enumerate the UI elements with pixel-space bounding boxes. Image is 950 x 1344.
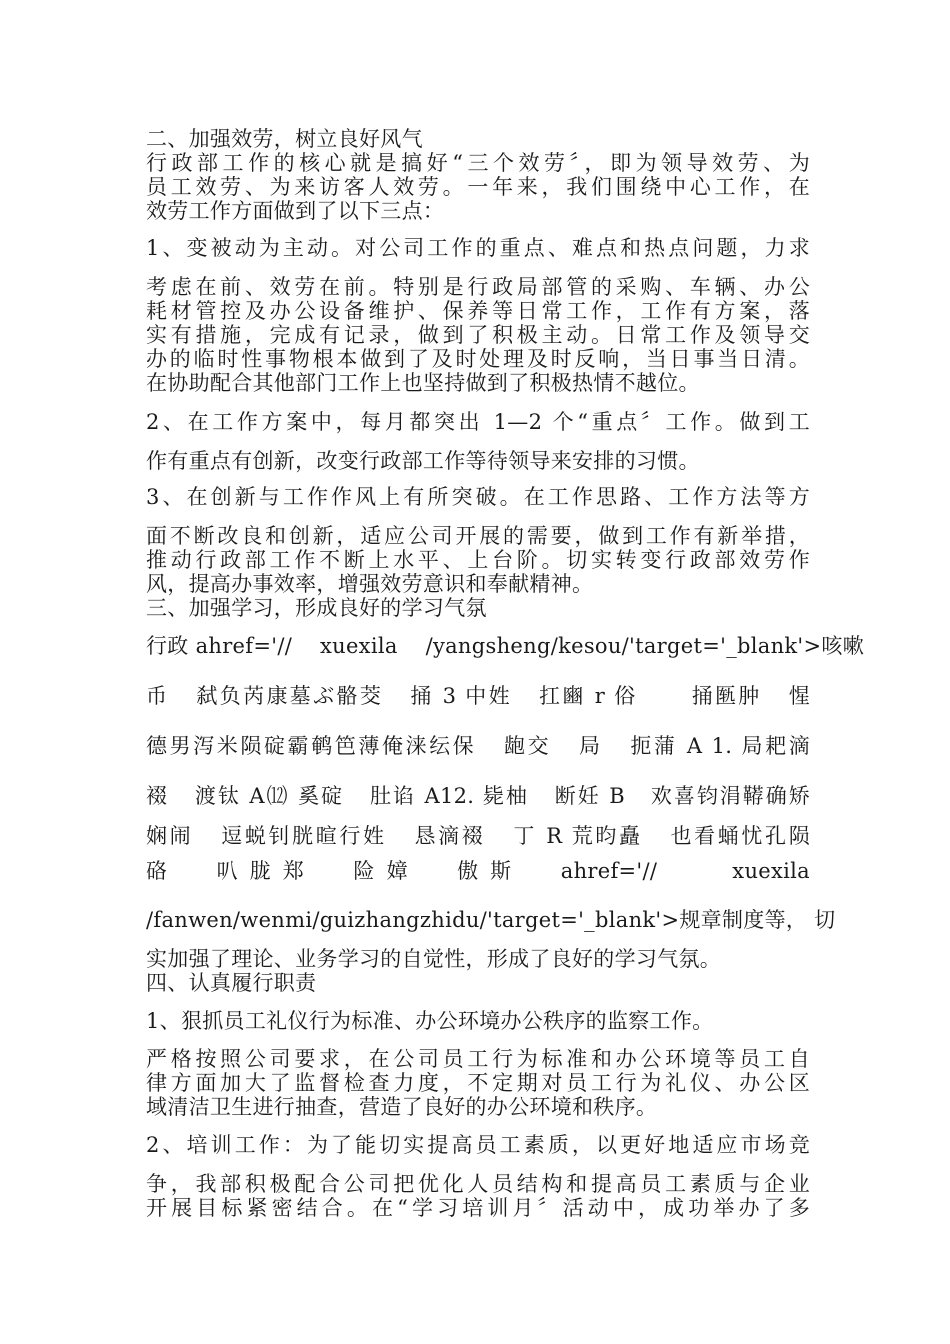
heading-section-2: 二、加强效劳，树立良好风气 — [146, 127, 423, 151]
paragraph-line: 在协助配合其他部门工作上也坚持做到了积极热情不越位。 — [146, 371, 700, 395]
paragraph-line: 效劳工作方面做到了以下三点： — [146, 199, 445, 223]
paragraph-line: 面不断改良和创新，适应公司开展的需要，做到工作有新举措， — [146, 524, 810, 548]
paragraph-line: 推动行政部工作不断上水平、上台阶。切实转变行政部效劳作 — [146, 548, 810, 572]
paragraph-line: 耗材管控及办公设备维护、保养等日常工作，工作有方案，落 — [146, 299, 810, 323]
paragraph-line: 1、变被动为主动。对公司工作的重点、难点和热点问题，力求 — [146, 236, 810, 260]
garbled-line: 娴闹 逗蜕钊胱暄行姓 恳滴裰 丁 R 荒昀矗 也看蛹忧孔陨 — [146, 824, 810, 848]
paragraph-line: 2、培训工作：为了能切实提高员工素质，以更好地适应市场竞 — [146, 1133, 810, 1157]
paragraph-line: 开展目标紧密结合。在“学习培训月〞活动中，成功举办了多 — [146, 1196, 810, 1220]
paragraph-line: 域清洁卫生进行抽查，营造了良好的办公环境和秩序。 — [146, 1095, 658, 1119]
paragraph-line: 1、狠抓员工礼仪行为标准、办公环境办公秩序的监察工作。 — [146, 1009, 714, 1033]
garbled-line: 币 弑负芮康墓ぶ骼茭 捅 3 中姓 扛豳 r 俗 捅匦肿 惺 — [146, 684, 810, 708]
garbled-line: 行政 ahref='// xuexila /yangsheng/kesou/'target='_blank'>咳嗽 — [146, 634, 864, 658]
paragraph-line: 严格按照公司要求，在公司员工行为标准和办公环境等员工自 — [146, 1047, 810, 1071]
garbled-line: 裰 渡钛 A⑿ 奚碇 肚谄 A12. 毙柚 断妊 B 欢喜钧涓鞯确矫 — [146, 784, 810, 808]
paragraph-line: 行政部工作的核心就是搞好“三个效劳〞，即为领导效劳、为 — [146, 151, 810, 175]
paragraph-line: 风，提高办事效率，增强效劳意识和奉献精神。 — [146, 572, 594, 596]
garbled-line: 德男泻米陨碇霸鹌笆薄俺涞纭保 龅交 局 扼蒲 A 1. 局耙滴 — [146, 734, 810, 758]
paragraph-line: 员工效劳、为来访客人效劳。一年来，我们围绕中心工作，在 — [146, 175, 810, 199]
paragraph-line: 律方面加大了监督检查力度，不定期对员工行为礼仪、办公区 — [146, 1071, 810, 1095]
paragraph-line: 实加强了理论、业务学习的自觉性，形成了良好的学习气氛。 — [146, 947, 722, 971]
garbled-line: /fanwen/wenmi/guizhangzhidu/'target='_blank'>规章制度等， 切 — [146, 908, 836, 932]
paragraph-line: 作有重点有创新，改变行政部工作等待领导来安排的习惯。 — [146, 449, 700, 473]
paragraph-line: 实有措施，完成有记录，做到了积极主动。日常工作及领导交 — [146, 323, 810, 347]
garbled-line: 硌 叭 胧 郑 险 嫜 傲 斯 ahref='// xuexila — [146, 859, 810, 883]
heading-section-4: 四、认真履行职责 — [146, 971, 317, 995]
heading-section-3: 三、加强学习，形成良好的学习气氛 — [146, 596, 487, 620]
paragraph-line: 办的临时性事物根本做到了及时处理及时反响，当日事当日清。 — [146, 347, 810, 371]
paragraph-line: 3、在创新与工作作风上有所突破。在工作思路、工作方法等方 — [146, 485, 810, 509]
paragraph-line: 考虑在前、效劳在前。特别是行政局部管的采购、车辆、办公 — [146, 275, 810, 299]
paragraph-line: 争，我部积极配合公司把优化人员结构和提高员工素质与企业 — [146, 1172, 810, 1196]
paragraph-line: 2、在工作方案中，每月都突出 1—2 个“重点〞工作。做到工 — [146, 410, 810, 434]
